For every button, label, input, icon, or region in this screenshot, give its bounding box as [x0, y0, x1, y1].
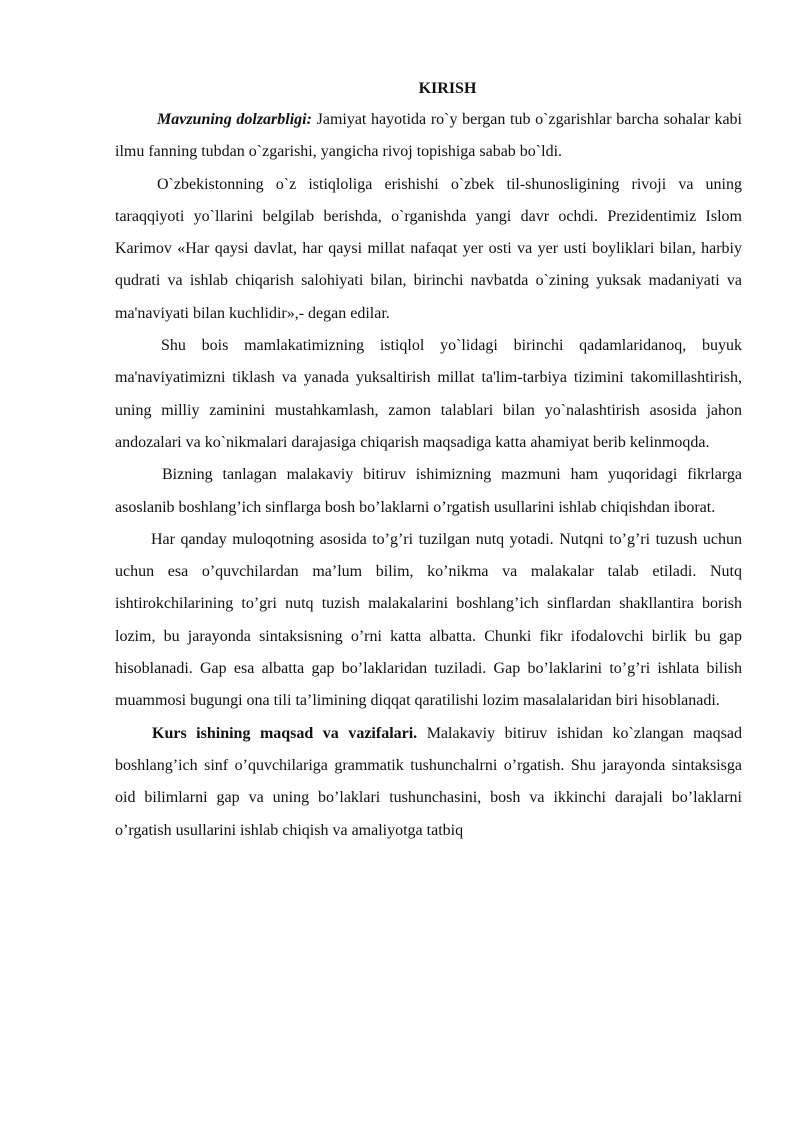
paragraph-text: Har qanday muloqotning asosida to’g’ri tuzilgan nutq yotadi. Nutqni to’g’ri tuzush uchun uchun esa o’quvchilardan ma’lum bilim, ko’nikma va malakalar talab etiladi. Nutq ishtirokchilarining to’gri nutq tuzish malakalarini boshlang’ich sinflardan shakllantira borish lozim, bu jarayonda sintaksisning o’rni katta albatta. Chunki fikr ifodalovchi birlik bu gap hisoblanadi. Gap esa albatta gap bo’laklaridan tuziladi. Gap bo’laklarini to’g’ri ishlata bilish muammosi bugungi ona tili ta’limining diqqat qaratilishi lozim masalalaridan biri hisoblanadi. [115, 530, 742, 710]
paragraph-speech [115, 524, 742, 718]
paragraph-text: Jamiyat hayotida ro`y bergan tub o`zgarishlar barcha sohalar kabi ilmu fanning tubdan o`zgarishi, yangicha rivoj topishiga sabab bo`ldi. [115, 111, 742, 161]
paragraph-spirituality [115, 330, 742, 459]
paragraph-relevance [115, 104, 742, 169]
paragraph-independence [115, 169, 742, 330]
paragraph-lead-relevance: Mavzuning dolzarbligi: [157, 111, 312, 128]
paragraph-text: O`zbekistonning o`z istiqloliga erishishi o`zbek til-shunosligining rivoji va uning taraqqiyoti yo`llarini belgilab berishda, o`rganishda yangi davr ochdi. Prezidentimiz Islom Karimov «Har qaysi davlat, har qaysi millat nafaqat yer osti va yer usti boyliklari bilan, harbiy qudrati va ishlab chiqarish salohiyati bilan, birinchi navbatda o`zining yuksak madaniyati va ma'naviyati bilan kuchlidir»,- degan edilar. [115, 175, 742, 322]
page-title: KIRISH [418, 80, 477, 97]
paragraph-goals [115, 718, 742, 847]
paragraph-text: Shu bois mamlakatimizning istiqlol yo`lidagi birinchi qadamlaridanoq, buyuk ma'naviyatimizni tiklash va yanada yuksaltirish millat ta'lim-tarbiya tizimini takomillashtirish, uning milliy zaminini mustahkamlash, zamon talablari bilan yo`nalashtirish asosida jahon andozalari va ko`nikmalari darajasiga chiqarish maqsadiga katta ahamiyat berib kelinmoqda. [115, 337, 742, 451]
paragraph-text: Malakaviy bitiruv ishidan ko`zlangan maqsad boshlang’ich sinf o’quvchilariga grammatik tushunchalrni o’rgatish. Shu jarayonda sintaksisga oid bilimlarni gap va uning bo’laklari tushunchasini, bosh va ikkinchi darajali bo’laklarni o’rgatish usullarini ishlab chiqish va amaliyotga tatbiq [115, 724, 742, 839]
paragraph-text: Bizning tanlagan malakaviy bitiruv ishimizning mazmuni ham yuqoridagi fikrlarga asoslanib boshlang’ich sinflarga bosh bo’laklarni o’rgatish usullarini ishlab chiqishdan iborat. [115, 466, 742, 516]
document-page [115, 74, 742, 847]
paragraph-lead-goals: Kurs ishining maqsad va vazifalari. [152, 724, 418, 742]
paragraph-thesis-content [115, 459, 742, 524]
